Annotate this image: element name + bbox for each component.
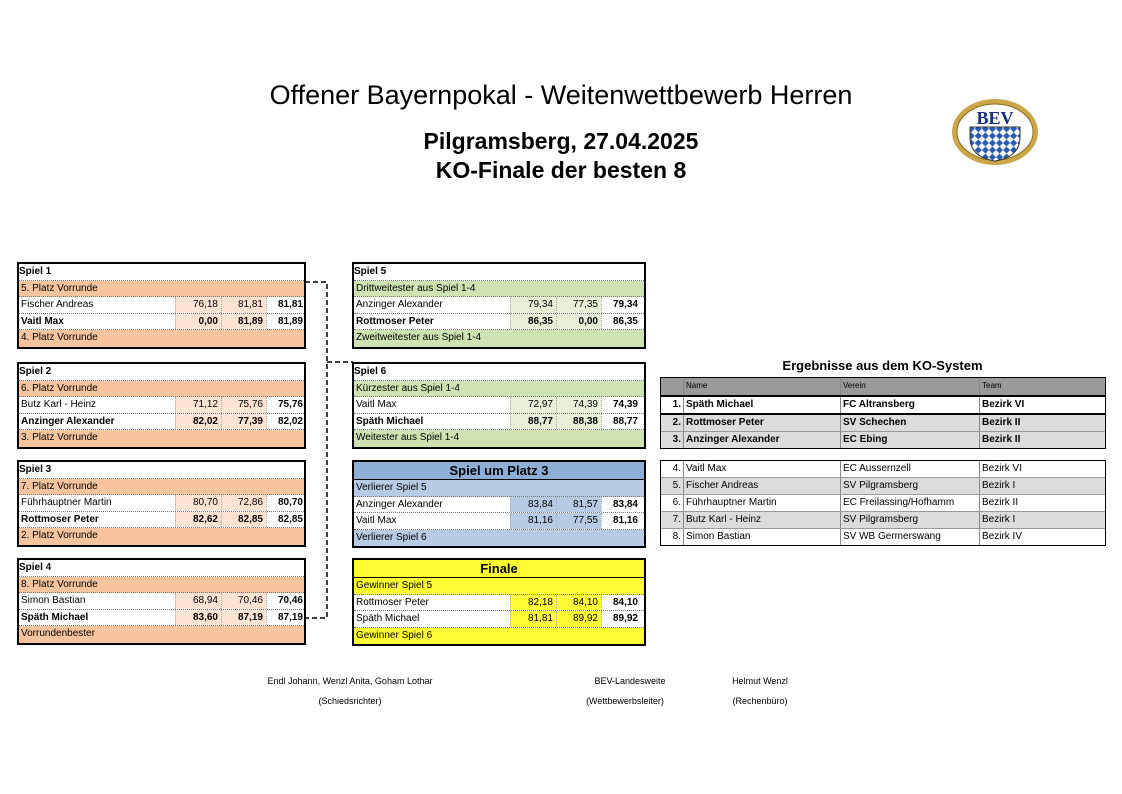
match-bottom-label: Zweitweitester aus Spiel 1-4 <box>354 330 644 347</box>
player-row <box>19 495 304 512</box>
best-score: 74,39 <box>601 397 641 413</box>
best-score: 89,92 <box>601 611 641 627</box>
score-2: 77,55 <box>556 513 601 529</box>
best-score: 82,85 <box>266 512 304 528</box>
team: Bezirk IV <box>979 529 1105 545</box>
score-2: 77,35 <box>556 297 601 313</box>
best-score: 82,02 <box>266 414 304 430</box>
score-2: 82,85 <box>221 512 266 528</box>
player-row <box>19 593 304 610</box>
match-spiel-2 <box>17 362 306 449</box>
team-header: Team <box>979 378 1105 394</box>
player-name: Vaitl Max <box>356 399 397 410</box>
player-name: Rottmoser Peter <box>21 513 99 525</box>
player-name: Späth Michael <box>356 415 424 427</box>
match-bottom-label: Verlierer Spiel 6 <box>354 530 644 547</box>
player-name: Rottmoser Peter <box>356 596 429 608</box>
score-1: 68,94 <box>175 593 221 609</box>
results-rest-table <box>660 460 1106 546</box>
score-1: 83,84 <box>510 497 556 513</box>
player-name: Späth Michael <box>356 613 420 624</box>
match-bottom-label: 3. Platz Vorrunde <box>19 430 304 447</box>
score-1: 71,12 <box>175 397 221 413</box>
best-score: 81,81 <box>266 297 304 313</box>
athlete-name: Butz Karl - Heinz <box>683 512 840 528</box>
score-2: 74,39 <box>556 397 601 413</box>
score-1: 81,81 <box>510 611 556 627</box>
club: SV Pilgramsberg <box>840 512 979 528</box>
results-title: Ergebnisse aus dem KO-System <box>782 358 983 373</box>
score-2: 81,81 <box>221 297 266 313</box>
score-1: 82,02 <box>175 414 221 430</box>
player-name: Anzinger Alexander <box>21 415 115 427</box>
athlete-name: Führhauptner Martin <box>683 495 840 511</box>
best-score: 87,19 <box>266 610 304 626</box>
score-1: 82,18 <box>510 595 556 611</box>
club: EC Aussernzell <box>840 461 979 477</box>
results-row <box>661 432 1105 448</box>
player-row <box>354 595 644 612</box>
match-top-label: 6. Platz Vorrunde <box>19 381 304 398</box>
score-2: 81,89 <box>221 314 266 330</box>
leader-name: BEV-Landesweite <box>594 676 666 686</box>
team: Bezirk VI <box>979 397 1105 413</box>
player-name: Rottmoser Peter <box>356 315 434 327</box>
best-score: 70,46 <box>266 593 304 609</box>
athlete-name: Anzinger Alexander <box>683 432 840 448</box>
best-score: 81,89 <box>266 314 304 330</box>
player-row <box>354 611 644 628</box>
player-row <box>354 497 644 514</box>
bev-logo <box>950 97 1040 167</box>
player-name: Späth Michael <box>21 611 89 623</box>
results-top3-table <box>660 377 1106 449</box>
match-spiel-5 <box>352 262 646 349</box>
best-score: 83,84 <box>601 497 641 513</box>
match-bottom-label: 2. Platz Vorrunde <box>19 528 304 545</box>
best-score: 81,16 <box>601 513 641 529</box>
score-1: 82,62 <box>175 512 221 528</box>
rank: 2. <box>672 417 681 428</box>
rank: 5. <box>672 480 681 491</box>
player-name: Simon Bastian <box>21 595 86 606</box>
match-bottom-label: Vorrundenbester <box>19 626 304 643</box>
player-row <box>354 297 644 314</box>
player-name: Vaitl Max <box>21 315 64 327</box>
rank: 6. <box>672 497 681 508</box>
match-title: Finale <box>354 560 644 578</box>
match-title: Spiel 4 <box>19 560 304 577</box>
score-2: 75,76 <box>221 397 266 413</box>
match-bottom-label: 4. Platz Vorrunde <box>19 330 304 347</box>
player-name: Führhauptner Martin <box>21 497 112 508</box>
score-2: 0,00 <box>556 314 601 330</box>
player-row <box>354 397 644 414</box>
results-row <box>661 415 1105 432</box>
team: Bezirk I <box>979 512 1105 528</box>
player-row <box>354 513 644 530</box>
page-title: Offener Bayernpokal - Weitenwettbewerb Herren <box>269 80 853 110</box>
score-2: 87,19 <box>221 610 266 626</box>
results-header-row <box>661 378 1105 395</box>
match-title: Spiel 2 <box>19 364 304 381</box>
event-subtitle: KO-Finale der besten 8 <box>435 157 687 183</box>
rank-header <box>661 378 683 394</box>
match-spiel-4 <box>17 558 306 645</box>
club: SV Schechen <box>840 415 979 431</box>
match-finale <box>352 558 646 646</box>
rank: 1. <box>672 399 681 410</box>
score-1: 88,77 <box>510 414 556 430</box>
match-spiel-6 <box>352 362 646 449</box>
results-row <box>661 395 1105 415</box>
match-bottom-label: Gewinner Spiel 6 <box>354 628 644 645</box>
score-2: 72,86 <box>221 495 266 511</box>
results-row <box>661 512 1105 529</box>
athlete-name: Fischer Andreas <box>683 478 840 494</box>
rank: 4. <box>672 463 681 474</box>
results-row <box>661 529 1105 545</box>
match-title: Spiel 3 <box>19 462 304 479</box>
best-score: 75,76 <box>266 397 304 413</box>
match-title: Spiel um Platz 3 <box>354 462 644 480</box>
results-row <box>661 495 1105 512</box>
match-top-label: Kürzester aus Spiel 1-4 <box>354 381 644 398</box>
score-2: 77,39 <box>221 414 266 430</box>
office-role: (Rechenbüro) <box>732 696 788 706</box>
match-top-label: Verlierer Spiel 5 <box>354 480 644 497</box>
score-1: 79,34 <box>510 297 556 313</box>
match-top-label: Gewinner Spiel 5 <box>354 578 644 595</box>
player-name: Vaitl Max <box>356 515 397 526</box>
match-title: Spiel 6 <box>354 364 644 381</box>
best-score: 84,10 <box>601 595 641 611</box>
team: Bezirk VI <box>979 461 1105 477</box>
player-name: Fischer Andreas <box>21 299 94 310</box>
score-2: 89,92 <box>556 611 601 627</box>
match-bottom-label: Weitester aus Spiel 1-4 <box>354 430 644 447</box>
match-top-label: 7. Platz Vorrunde <box>19 479 304 496</box>
club: FC Altransberg <box>840 397 979 413</box>
player-row <box>19 512 304 529</box>
leader-role: (Wettbewerbsleiter) <box>586 696 664 706</box>
score-1: 80,70 <box>175 495 221 511</box>
match-spiel-3 <box>17 460 306 547</box>
name-header: Name <box>683 378 840 394</box>
office-name: Helmut Wenzl <box>732 676 788 686</box>
club: EC Ebing <box>840 432 979 448</box>
results-row <box>661 478 1105 495</box>
player-row <box>354 314 644 331</box>
player-row <box>19 610 304 627</box>
rank: 3. <box>672 434 681 445</box>
judges-role: (Schiedsrichter) <box>318 696 382 706</box>
club: SV WB Germerswang <box>840 529 979 545</box>
player-name: Anzinger Alexander <box>356 498 443 510</box>
athlete-name: Simon Bastian <box>683 529 840 545</box>
match-platz-3 <box>352 460 646 548</box>
club: EC Freilassing/Hofhamm <box>840 495 979 511</box>
best-score: 79,34 <box>601 297 641 313</box>
athlete-name: Rottmoser Peter <box>683 415 840 431</box>
team: Bezirk II <box>979 415 1105 431</box>
match-top-label: 8. Platz Vorrunde <box>19 577 304 594</box>
match-top-label: 5. Platz Vorrunde <box>19 281 304 298</box>
best-score: 80,70 <box>266 495 304 511</box>
match-spiel-1 <box>17 262 306 349</box>
logo-text: BEV <box>976 108 1014 128</box>
score-1: 72,97 <box>510 397 556 413</box>
player-row <box>19 414 304 431</box>
score-1: 86,35 <box>510 314 556 330</box>
score-2: 70,46 <box>221 593 266 609</box>
results-row <box>661 461 1105 478</box>
athlete-name: Vaitl Max <box>683 461 840 477</box>
player-row <box>19 397 304 414</box>
rank: 7. <box>672 514 681 525</box>
player-row <box>19 314 304 331</box>
athlete-name: Späth Michael <box>683 397 840 413</box>
match-title: Spiel 5 <box>354 264 644 281</box>
player-row <box>354 414 644 431</box>
score-2: 81,57 <box>556 497 601 513</box>
verein-header: Verein <box>840 378 979 394</box>
judges-names: Endl Johann, Wenzl Anita, Goham Lothar <box>267 676 433 686</box>
score-1: 76,18 <box>175 297 221 313</box>
best-score: 88,77 <box>601 414 641 430</box>
score-2: 88,38 <box>556 414 601 430</box>
player-name: Anzinger Alexander <box>356 299 443 310</box>
best-score: 86,35 <box>601 314 641 330</box>
team: Bezirk II <box>979 495 1105 511</box>
match-title: Spiel 1 <box>19 264 304 281</box>
team: Bezirk I <box>979 478 1105 494</box>
score-1: 81,16 <box>510 513 556 529</box>
score-2: 84,10 <box>556 595 601 611</box>
score-1: 83,60 <box>175 610 221 626</box>
event-location-date: Pilgramsberg, 27.04.2025 <box>423 128 699 154</box>
player-name: Butz Karl - Heinz <box>21 399 97 410</box>
score-1: 0,00 <box>175 314 221 330</box>
match-top-label: Drittweitester aus Spiel 1-4 <box>354 281 644 298</box>
player-row <box>19 297 304 314</box>
bracket-lines <box>305 278 355 628</box>
club: SV Pilgramsberg <box>840 478 979 494</box>
rank: 8. <box>672 531 681 542</box>
team: Bezirk II <box>979 432 1105 448</box>
